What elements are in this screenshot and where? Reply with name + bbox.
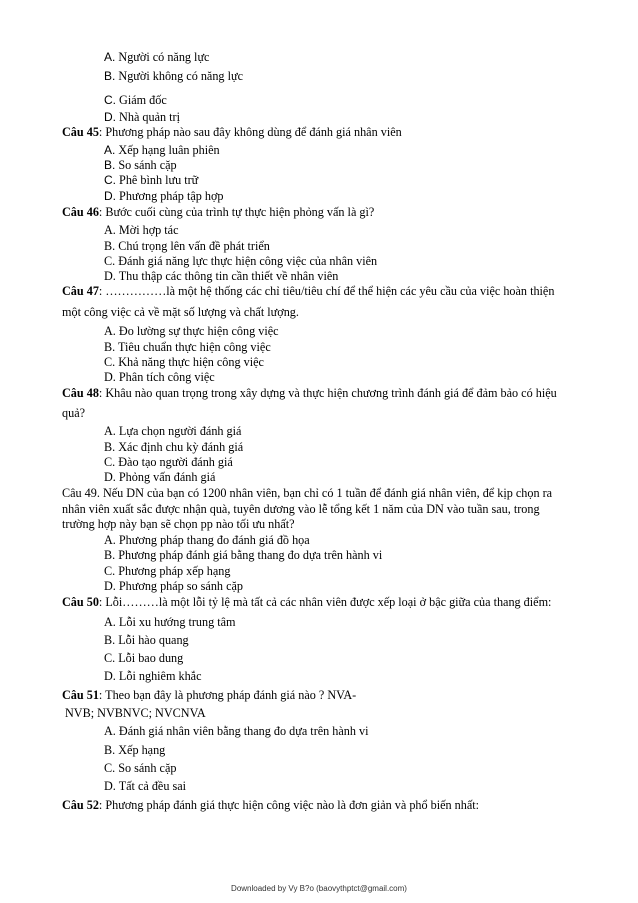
option-key: B. (104, 239, 116, 253)
option-text: Mời hợp tác (118, 223, 179, 237)
option-key: C. (104, 93, 116, 107)
option-47-a (104, 324, 279, 339)
question-label: Câu 50 (62, 595, 99, 609)
option-49-c (104, 564, 230, 579)
option-key: C. (104, 355, 116, 369)
question-text: : Lỗi………là một lỗi tỷ lệ mà tất cả các nhân viên được xếp loại ở bậc giữa của thang điểm: (98, 595, 552, 609)
question-46 (62, 205, 374, 220)
option-text: Phê bình lưu trữ (119, 173, 199, 187)
option-text: Lỗi hào quang (118, 633, 189, 647)
option-45-d (104, 189, 224, 204)
question-49: Câu 49. Nếu DN của bạn có 1200 nhân viên, bạn chỉ có 1 tuần để đánh giá nhân viên, để kịp chọn ra (62, 486, 553, 500)
option-45-c (104, 173, 198, 188)
option-text: Người có năng lực (118, 50, 210, 64)
option-text: Phỏng vấn đánh giá (118, 470, 216, 484)
option-prev-d (104, 110, 180, 125)
option-47-c (104, 355, 264, 370)
option-text: Lỗi xu hướng trung tâm (118, 615, 236, 629)
question-text: : Theo bạn đây là phương pháp đánh giá nào ? NVA- (98, 688, 357, 702)
option-text: Đánh giá nhân viên bằng thang đo dựa trên hành vi (118, 724, 369, 738)
option-key: D. (104, 579, 116, 593)
option-key: C. (104, 564, 116, 578)
option-prev-b (104, 69, 243, 84)
option-46-c (104, 254, 377, 269)
option-text: Lựa chọn người đánh giá (118, 424, 242, 438)
option-text: Tất cả đều sai (118, 779, 187, 793)
question-label: Câu 45 (62, 125, 99, 139)
question-52 (62, 798, 479, 813)
question-text: : Phương pháp đánh giá thực hiện công việc nào là đơn giản và phổ biến nhất: (98, 798, 480, 812)
option-50-a (104, 615, 236, 630)
option-key: A. (104, 324, 116, 338)
option-text: Lỗi nghiêm khắc (118, 669, 202, 683)
option-key: D. (104, 110, 116, 124)
option-key: B. (104, 633, 116, 647)
option-key: B. (104, 440, 116, 454)
option-key: D. (104, 669, 116, 683)
option-key: A. (104, 223, 116, 237)
question-label: Câu 46 (62, 205, 99, 219)
option-46-a (104, 223, 179, 238)
option-text: Phương pháp xếp hạng (118, 564, 231, 578)
question-text: : Khâu nào quan trọng trong xây dựng và thực hiện chương trình đánh giá để đảm bảo có hiệu (98, 386, 557, 400)
option-48-a (104, 424, 241, 439)
question-45 (62, 125, 402, 140)
option-49-b (104, 548, 382, 563)
option-45-b (104, 158, 177, 173)
option-50-c (104, 651, 183, 666)
option-51-a (104, 724, 369, 739)
option-text: Xếp hạng luân phiên (118, 143, 220, 157)
option-key: A. (104, 533, 116, 547)
question-text: : ……………là một hệ thống các chỉ tiêu/tiêu chí để thể hiện các yêu cầu của việc hoàn thiện (98, 284, 555, 298)
option-51-c (104, 761, 176, 776)
option-46-d (104, 269, 338, 284)
option-text: Xếp hạng (118, 743, 166, 757)
option-key: A. (104, 724, 116, 738)
question-text: : Phương pháp nào sau đây không dùng để đánh giá nhân viên (98, 125, 402, 139)
question-48-continued: quả? (62, 406, 86, 420)
option-key: C. (104, 254, 116, 268)
option-51-b (104, 743, 165, 758)
option-text: Lỗi bao dung (118, 651, 184, 665)
question-49-line2: nhân viên xuất sắc được nhận quà, tuyên dương vào lễ tổng kết 1 năm của DN vào tuần sau, trong (62, 502, 540, 516)
option-48-d (104, 470, 215, 485)
question-47-continued: một công việc cả về mặt số lượng và chất lượng. (62, 305, 299, 319)
question-label: Câu 47 (62, 284, 99, 298)
option-key: C. (104, 761, 116, 775)
option-key: B. (104, 158, 116, 172)
option-49-a (104, 533, 310, 548)
question-text: : Bước cuối cùng của trình tự thực hiện phỏng vấn là gì? (98, 205, 375, 219)
option-key: A. (104, 615, 116, 629)
option-49-d (104, 579, 243, 594)
option-key: B. (104, 743, 116, 757)
question-47 (62, 284, 554, 299)
option-key: B. (104, 69, 116, 83)
option-50-b (104, 633, 189, 648)
option-key: D. (104, 189, 116, 203)
option-key: D. (104, 779, 116, 793)
option-key: A. (104, 50, 116, 64)
question-label: Câu 48 (62, 386, 99, 400)
option-text: Người không có năng lực (118, 69, 243, 83)
option-47-b (104, 340, 271, 355)
option-46-b (104, 239, 270, 254)
option-text: Đo lường sự thực hiện công việc (118, 324, 279, 338)
option-text: Khả năng thực hiện công việc (118, 355, 264, 369)
option-text: Phương pháp thang đo đánh giá đồ họa (118, 533, 310, 547)
option-text: Phương pháp so sánh cặp (118, 579, 243, 593)
question-51 (62, 688, 356, 703)
option-48-b (104, 440, 243, 455)
option-text: Đào tạo người đánh giá (118, 455, 233, 469)
option-text: Tiêu chuẩn thực hiện công việc (118, 340, 271, 354)
option-key: A. (104, 143, 116, 157)
option-text: Xác định chu kỳ đánh giá (118, 440, 244, 454)
option-text: So sánh cặp (118, 158, 177, 172)
option-text: Nhà quản trị (119, 110, 180, 124)
option-key: C. (104, 455, 116, 469)
option-text: So sánh cặp (118, 761, 177, 775)
download-footer: Downloaded by Vy B?o (baovythptct@gmail.com) (231, 884, 407, 893)
option-51-d (104, 779, 186, 794)
option-50-d (104, 669, 202, 684)
option-text: Phương pháp đánh giá bằng thang đo dựa trên hành vi (118, 548, 383, 562)
option-key: D. (104, 470, 116, 484)
question-50 (62, 595, 551, 610)
option-47-d (104, 370, 215, 385)
option-text: Thu thập các thông tin cần thiết về nhân viên (118, 269, 339, 283)
option-text: Chú trọng lên vấn đề phát triển (118, 239, 270, 253)
option-text: Phân tích công việc (118, 370, 215, 384)
question-label: Câu 52 (62, 798, 99, 812)
option-key: D. (104, 269, 116, 283)
option-key: C. (104, 173, 116, 187)
option-key: B. (104, 340, 116, 354)
option-48-c (104, 455, 233, 470)
option-key: A. (104, 424, 116, 438)
option-key: B. (104, 548, 116, 562)
option-key: C. (104, 651, 116, 665)
option-text: Phương pháp tập hợp (119, 189, 224, 203)
option-text: Giám đốc (119, 93, 167, 107)
option-key: D. (104, 370, 116, 384)
option-text: Đánh giá năng lực thực hiện công việc của nhân viên (118, 254, 378, 268)
question-49-line3: trường hợp này bạn sẽ chọn pp nào tối ưu nhất? (62, 517, 295, 531)
question-51-continued: NVB; NVBNVC; NVCNVA (65, 706, 206, 720)
option-45-a (104, 143, 220, 158)
question-label: Câu 51 (62, 688, 99, 702)
option-prev-a (104, 50, 209, 65)
option-prev-c (104, 93, 167, 108)
question-48 (62, 386, 557, 401)
